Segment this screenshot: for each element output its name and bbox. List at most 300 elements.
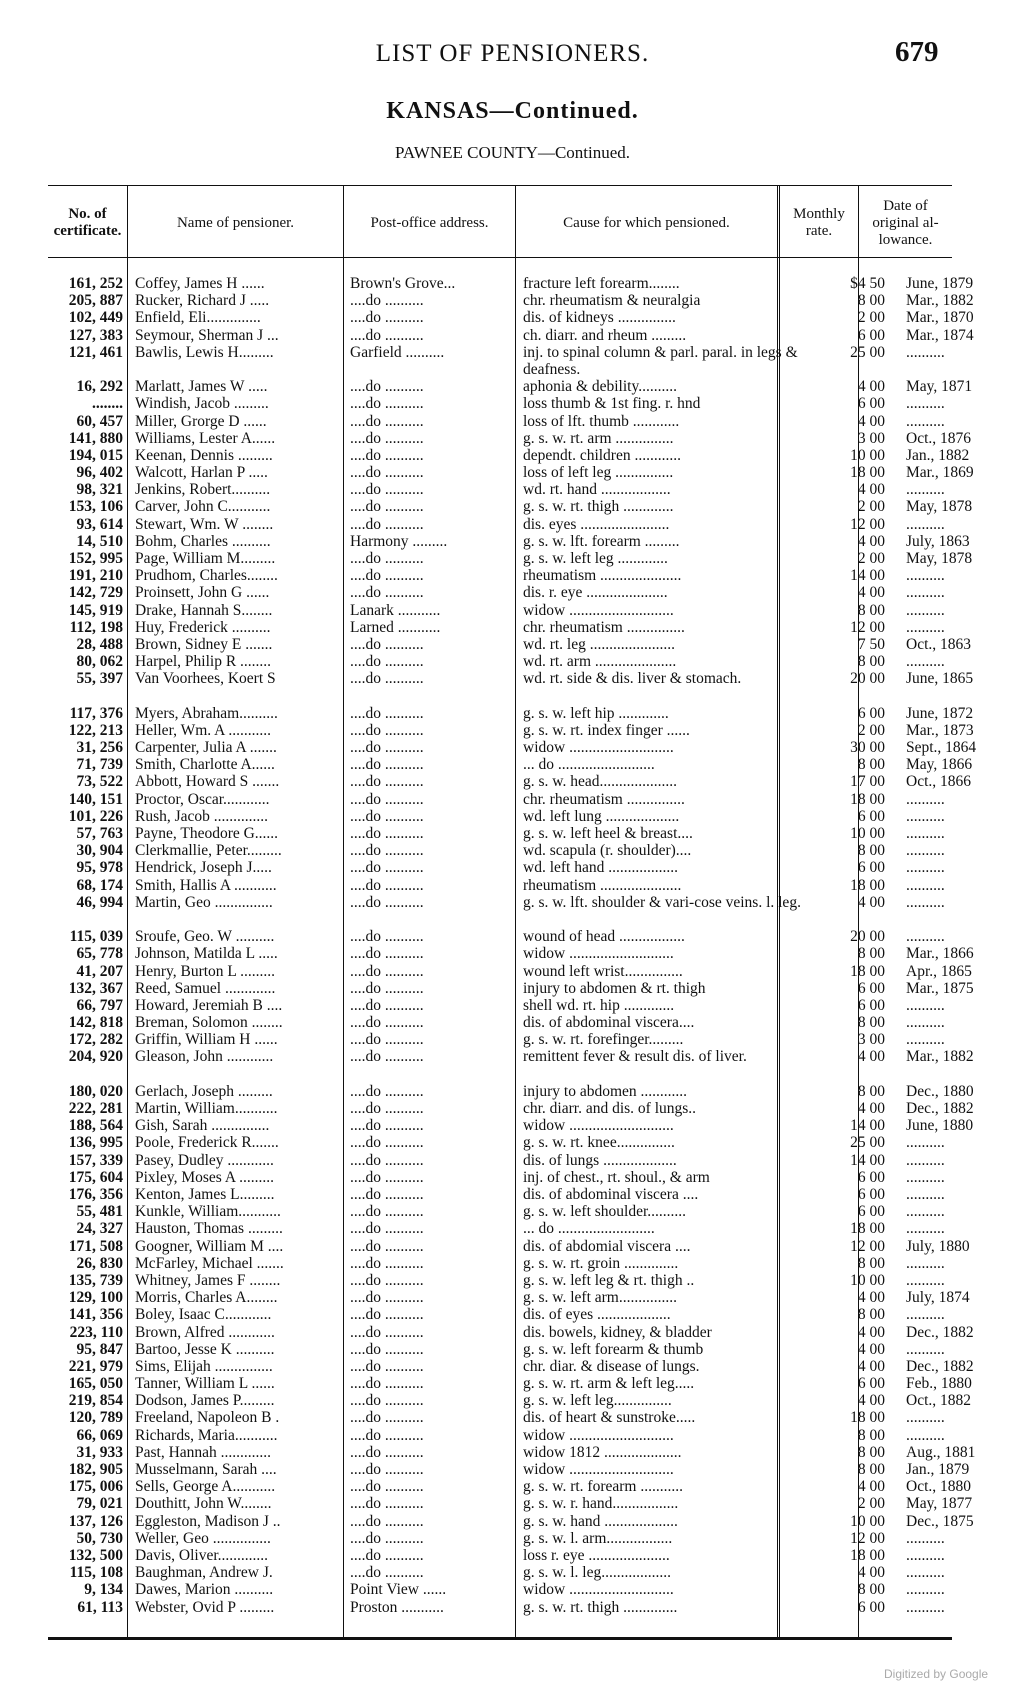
date-cell: Mar., 1882 [906, 1048, 974, 1066]
cert-cell: 73, 522 [76, 773, 123, 791]
date-cell: .......... [906, 1564, 945, 1582]
cause-cell: wound left wrist............... [523, 962, 683, 980]
post-office-cell: ....do .......... [350, 412, 424, 430]
table-row [48, 859, 952, 876]
cert-cell: 120, 789 [68, 1409, 123, 1427]
name-cell: Dodson, James P......... [135, 1392, 275, 1410]
cert-cell: 30, 904 [76, 842, 123, 860]
cause-cell: g. s. w. lft. shoulder & vari-cose veins. l. leg. [523, 893, 801, 911]
rate-cell: 4 00 [857, 378, 885, 396]
post-office-cell: ....do .......... [350, 395, 424, 413]
date-cell: Aug., 1881 [906, 1443, 976, 1461]
table-row [48, 1048, 974, 1082]
column-header-date: Date of original allowance. [872, 197, 939, 248]
table-row [48, 1289, 970, 1307]
table-row [48, 464, 974, 482]
post-office-cell: ....do .......... [350, 292, 424, 310]
name-cell: Clerkmallie, Peter......... [135, 842, 282, 860]
cert-cell: 115, 108 [69, 1564, 123, 1582]
cause-cell: g. s. w. left forearm & thumb [523, 1340, 704, 1358]
cert-cell: 121, 461 [68, 343, 123, 361]
cert-cell: 171, 508 [68, 1237, 123, 1255]
cert-cell: 141, 356 [68, 1306, 123, 1324]
rate-cell: 8 00 [857, 1426, 885, 1444]
table-row [48, 1306, 952, 1323]
cert-cell: 9, 134 [84, 1581, 123, 1599]
cause-cell: chr. diarr. and dis. of lungs.. [523, 1100, 697, 1118]
cause-cell: wd. rt. hand .................. [523, 481, 671, 499]
post-office-cell: ....do .......... [350, 1031, 424, 1049]
name-cell: Baughman, Andrew J. [135, 1564, 273, 1582]
date-cell: May, 1871 [906, 378, 973, 396]
table-row [48, 1495, 973, 1513]
cert-cell: 152, 995 [68, 550, 123, 568]
post-office-cell: ....do .......... [350, 790, 424, 808]
cause-cell: widow ........................... [523, 1426, 674, 1444]
table-row [48, 635, 972, 653]
rate-cell: 3 00 [857, 1031, 885, 1049]
table-row [48, 825, 952, 842]
post-office-cell: ....do .......... [350, 1512, 424, 1530]
rate-cell: 6 00 [857, 704, 885, 722]
cause-cell: shell wd. rt. hip ............. [523, 996, 675, 1014]
rate-cell: $4 50 [850, 275, 885, 292]
date-cell: Dec., 1880 [906, 1082, 974, 1100]
rate-cell: 10 00 [850, 825, 885, 843]
table-rule-header [48, 257, 952, 258]
date-cell: Sept., 1864 [906, 739, 977, 757]
date-cell: Oct., 1876 [906, 429, 972, 447]
name-cell: Henry, Burton L ......... [135, 962, 276, 980]
table-row [48, 1512, 974, 1530]
rate-cell: 17 00 [850, 773, 885, 791]
name-cell: Van Voorhees, Koert S [135, 670, 276, 688]
cause-cell: ch. diarr. and rheum ......... [523, 326, 687, 344]
date-cell: Oct., 1882 [906, 1392, 972, 1410]
rate-cell: 12 00 [850, 1237, 885, 1255]
date-cell: .......... [906, 1340, 945, 1358]
date-cell: .......... [906, 567, 945, 585]
table-row [48, 739, 977, 757]
cause-cell: wd. scapula (r. shoulder).... [523, 842, 692, 860]
table-row [48, 1341, 952, 1358]
date-cell: .......... [906, 584, 945, 602]
name-cell: Carpenter, Julia A ....... [135, 739, 277, 757]
date-cell: .......... [906, 807, 945, 825]
post-office-cell: Harmony ......... [350, 532, 448, 550]
column-header-name: Name of pensioner. [176, 214, 295, 231]
post-office-cell: ....do .......... [350, 446, 424, 464]
table-row [48, 979, 974, 997]
rate-cell: 20 00 [850, 928, 885, 946]
cause-cell: dis. of abdominal viscera.... [523, 1014, 695, 1032]
cause-cell: widow ........................... [523, 1581, 674, 1599]
table-row [48, 292, 974, 310]
rate-cell: 2 00 [857, 498, 885, 516]
rate-cell: 14 00 [850, 1117, 885, 1135]
cert-cell: 96, 402 [76, 464, 123, 482]
rate-cell: 8 00 [857, 292, 885, 310]
rate-cell: 8 00 [857, 945, 885, 963]
table-row [48, 1323, 974, 1341]
cert-cell: 68, 174 [76, 876, 123, 894]
name-cell: Gleason, John ............ [135, 1048, 274, 1066]
table-row [48, 619, 952, 636]
cause-cell: dis. of eyes ................... [523, 1306, 671, 1324]
name-cell: Pasey, Dudley ............ [135, 1151, 274, 1169]
post-office-cell: ....do .......... [350, 859, 424, 877]
rate-cell: 4 00 [857, 1048, 885, 1066]
date-cell: Feb., 1880 [906, 1375, 972, 1393]
cause-cell: dis. of abdominal viscera .... [523, 1186, 699, 1203]
rate-cell: 30 00 [850, 739, 885, 757]
date-cell: June, 1872 [906, 704, 974, 722]
post-office-cell: ....do .......... [350, 704, 424, 722]
cause-cell: g. s. w. left leg & rt. thigh .. [523, 1271, 695, 1289]
cert-cell: 137, 126 [68, 1512, 123, 1530]
post-office-cell: ....do .......... [350, 1340, 424, 1358]
rate-cell: 8 00 [857, 1443, 885, 1461]
table-row [48, 1461, 970, 1478]
cause-cell: dis. eyes ....................... [523, 515, 670, 533]
cert-cell: 80, 062 [76, 653, 123, 671]
name-cell: Kenton, James L......... [135, 1186, 275, 1203]
cert-cell: 140, 151 [68, 790, 123, 808]
rate-cell: 4 00 [857, 1357, 885, 1375]
cert-cell: 194, 015 [68, 446, 123, 464]
name-cell: Griffin, William H ...... [135, 1031, 278, 1049]
table-row [48, 602, 952, 619]
post-office-cell: ....do .......... [350, 1014, 424, 1032]
date-cell: June, 1879 [906, 275, 974, 292]
rate-cell: 6 00 [857, 979, 885, 997]
cause-cell: g. s. w. rt. forearm ........... [523, 1478, 683, 1496]
rate-cell: 8 00 [857, 1014, 885, 1032]
table-row [48, 1082, 974, 1100]
date-cell: Dec., 1882 [906, 1323, 974, 1341]
rate-cell: 4 00 [857, 1564, 885, 1582]
date-cell: .......... [906, 842, 945, 860]
name-cell: Davis, Oliver............. [135, 1546, 269, 1564]
post-office-cell: ....do .......... [350, 498, 424, 516]
rate-cell: 10 00 [850, 1512, 885, 1530]
name-cell: Marlatt, James W ..... [135, 378, 268, 396]
table-row [48, 721, 974, 739]
cause-cell: loss thumb & 1st fing. r. hnd [523, 395, 701, 413]
table-row [48, 1100, 974, 1118]
name-cell: Keenan, Dennis ......... [135, 446, 273, 464]
rate-cell: 6 00 [857, 1203, 885, 1221]
cert-cell: 122, 213 [68, 721, 123, 739]
post-office-cell: ....do .......... [350, 1529, 424, 1547]
state-title: KANSAS—Continued. [386, 98, 639, 124]
cause-cell: dis. bowels, kidney, & bladder [523, 1323, 712, 1341]
name-cell: Musselmann, Sarah .... [135, 1461, 277, 1478]
cert-cell: 93, 614 [76, 515, 123, 533]
rate-cell: 6 00 [857, 1375, 885, 1393]
table-row [48, 344, 952, 378]
date-cell: Jan., 1882 [906, 446, 970, 464]
column-header-cert: No. of certificate. [53, 206, 122, 239]
post-office-cell: ....do .......... [350, 996, 424, 1014]
rate-cell: 4 00 [857, 1340, 885, 1358]
date-cell: Mar., 1870 [906, 309, 974, 327]
cert-cell: 60, 457 [76, 412, 123, 430]
date-cell: .......... [906, 1271, 945, 1289]
cert-cell: 61, 113 [77, 1598, 123, 1616]
post-office-cell: ....do .......... [350, 550, 424, 568]
date-cell: May, 1866 [906, 756, 973, 774]
cert-cell: 222, 281 [68, 1100, 123, 1118]
cause-cell: chr. rheumatism ............... [523, 790, 685, 808]
table-row [48, 1581, 952, 1598]
cert-cell: 191, 210 [68, 567, 123, 585]
name-cell: Smith, Hallis A ........... [135, 876, 277, 894]
table-row [48, 1014, 952, 1031]
cert-cell: 161, 252 [68, 275, 123, 292]
rate-cell: 18 00 [850, 464, 885, 482]
name-cell: Harpel, Philip R ........ [135, 653, 272, 671]
cause-cell: g. s. w. rt. arm & left leg..... [523, 1375, 695, 1393]
post-office-cell: ....do .......... [350, 1271, 424, 1289]
cause-cell: g. s. w. rt. knee............... [523, 1134, 675, 1152]
rate-cell: 18 00 [850, 1546, 885, 1564]
cert-cell: 205, 887 [68, 292, 123, 310]
cert-cell: 50, 730 [76, 1529, 123, 1547]
table-row [48, 1255, 952, 1272]
table-row [48, 1478, 972, 1496]
name-cell: Pixley, Moses A ......... [135, 1168, 274, 1186]
date-cell: Jan., 1879 [906, 1461, 970, 1478]
date-cell: .......... [906, 1014, 945, 1032]
rate-cell: 12 00 [850, 515, 885, 533]
cert-cell: 176, 356 [68, 1186, 123, 1203]
cause-cell: g. s. w. left leg............... [523, 1392, 672, 1410]
name-cell: Windish, Jacob ......... [135, 395, 269, 413]
name-cell: Rush, Jacob .............. [135, 807, 269, 825]
name-cell: Dawes, Marion .......... [135, 1581, 274, 1599]
rate-cell: 4 00 [857, 1289, 885, 1307]
date-cell: .......... [906, 1306, 945, 1324]
table-row [48, 1220, 952, 1237]
name-cell: Seymour, Sherman J ... [135, 326, 279, 344]
table-row [48, 962, 972, 980]
name-cell: Hendrick, Joseph J..... [135, 859, 272, 877]
post-office-cell: ....do .......... [350, 1461, 424, 1478]
date-cell: May, 1877 [906, 1495, 973, 1513]
post-office-cell: Brown's Grove... [350, 275, 456, 292]
cause-cell: wd. rt. arm ..................... [523, 653, 677, 671]
cause-cell: g. s. w. rt. index finger ...... [523, 721, 690, 739]
post-office-cell: ....do .......... [350, 1323, 424, 1341]
rate-cell: 2 00 [857, 721, 885, 739]
table-row [48, 567, 952, 584]
cert-cell: 95, 847 [76, 1340, 123, 1358]
cause-cell: g. s. w. rt. thigh ............. [523, 498, 674, 516]
name-cell: Sells, George A........... [135, 1478, 276, 1496]
table-row [48, 550, 973, 568]
date-cell: July, 1863 [906, 532, 970, 550]
cert-cell: 79, 021 [76, 1495, 123, 1513]
rate-cell: 6 00 [857, 996, 885, 1014]
name-cell: Freeland, Napoleon B . [135, 1409, 280, 1427]
date-cell: Mar., 1875 [906, 979, 974, 997]
cause-cell: loss of left leg ............... [523, 464, 674, 482]
date-cell: .......... [906, 859, 945, 877]
cause-cell: rheumatism ..................... [523, 876, 682, 894]
table-row [48, 429, 972, 447]
cert-cell: 135, 739 [68, 1271, 123, 1289]
cert-cell: 204, 920 [68, 1048, 123, 1066]
digitized-footer: Digitized by Google [884, 1667, 989, 1681]
table-row [48, 653, 952, 670]
post-office-cell: ....do .......... [350, 1237, 424, 1255]
rate-cell: 18 00 [850, 1409, 885, 1427]
name-cell: Stewart, Wm. W ........ [135, 515, 274, 533]
table-row [48, 1530, 952, 1547]
name-cell: Gerlach, Joseph ......... [135, 1082, 273, 1100]
name-cell: Bohm, Charles .......... [135, 532, 271, 550]
cause-cell: g. s. w. hand ................... [523, 1512, 678, 1530]
post-office-cell: ....do .......... [350, 1426, 424, 1444]
cert-cell: 136, 995 [68, 1134, 123, 1152]
cert-cell: 142, 818 [68, 1014, 123, 1032]
cause-cell: dis. of lungs ................... [523, 1151, 677, 1169]
page-header-title: LIST OF PENSIONERS. [375, 40, 650, 67]
cert-cell: 57, 763 [76, 825, 123, 843]
cause-cell: g. s. w. rt. arm ............... [523, 429, 674, 447]
post-office-cell: ....do .......... [350, 515, 424, 533]
post-office-cell: Point View ...... [350, 1581, 447, 1599]
date-cell: .......... [906, 996, 945, 1014]
cert-cell: 221, 979 [68, 1357, 123, 1375]
date-cell: .......... [906, 1151, 945, 1169]
cert-cell: 165, 050 [68, 1375, 123, 1393]
rate-cell: 10 00 [850, 446, 885, 464]
date-cell: .......... [906, 395, 945, 413]
cause-cell: widow 1812 .................... [523, 1443, 682, 1461]
name-cell: Jenkins, Robert.......... [135, 481, 271, 499]
name-cell: Walcott, Harlan P ..... [135, 464, 268, 482]
cause-cell: g. s. w. left hip ............. [523, 704, 669, 722]
cert-cell: 98, 321 [76, 481, 123, 499]
date-cell: .......... [906, 653, 945, 671]
cause-cell: widow ........................... [523, 739, 674, 757]
rate-cell: 8 00 [857, 1254, 885, 1272]
rate-cell: 8 00 [857, 1461, 885, 1478]
cause-cell: loss of lft. thumb ............ [523, 412, 680, 430]
cause-cell: dependt. children ............ [523, 446, 681, 464]
table-row [48, 1272, 952, 1289]
rate-cell: 12 00 [850, 618, 885, 636]
date-cell: July, 1880 [906, 1237, 970, 1255]
date-cell: .......... [906, 876, 945, 894]
post-office-cell: ....do .......... [350, 1495, 424, 1513]
name-cell: Richards, Maria........... [135, 1426, 278, 1444]
rate-cell: 14 00 [850, 567, 885, 585]
cert-cell: 101, 226 [68, 807, 123, 825]
cert-cell: 95, 978 [76, 859, 123, 877]
rate-cell: 25 00 [850, 343, 885, 361]
date-cell: .......... [906, 1254, 945, 1272]
name-cell: Brown, Alfred ............ [135, 1323, 275, 1341]
table-row [48, 584, 952, 601]
date-cell: Mar., 1882 [906, 292, 974, 310]
date-cell: .......... [906, 1186, 945, 1203]
post-office-cell: ....do .......... [350, 1409, 424, 1427]
name-cell: Gish, Sarah ............... [135, 1117, 270, 1135]
date-cell: .......... [906, 1581, 945, 1599]
post-office-cell: ....do .......... [350, 756, 424, 774]
cause-cell: ... do ......................... [523, 756, 655, 774]
page-number: 679 [895, 36, 939, 68]
post-office-cell: ....do .......... [350, 1375, 424, 1393]
cert-cell: 31, 256 [76, 739, 123, 757]
cert-cell: 24, 327 [76, 1220, 123, 1238]
post-office-cell: ....do .......... [350, 1151, 424, 1169]
name-cell: Hauston, Thomas ......... [135, 1220, 283, 1238]
date-cell: Mar., 1869 [906, 464, 974, 482]
name-cell: Rucker, Richard J ..... [135, 292, 270, 310]
rate-cell: 6 00 [857, 326, 885, 344]
cert-cell: 102, 449 [68, 309, 123, 327]
post-office-cell: ....do .......... [350, 464, 424, 482]
post-office-cell: ....do .......... [350, 945, 424, 963]
post-office-cell: ....do .......... [350, 653, 424, 671]
rate-cell: 6 00 [857, 1168, 885, 1186]
date-cell: Apr., 1865 [906, 962, 972, 980]
date-cell: .......... [906, 928, 945, 946]
post-office-cell: ....do .......... [350, 309, 424, 327]
cert-cell: 117, 376 [69, 704, 123, 722]
cert-cell: 182, 905 [68, 1461, 123, 1478]
date-cell: .......... [906, 601, 945, 619]
cause-cell: wd. rt. leg ...................... [523, 635, 675, 653]
post-office-cell: ....do .......... [350, 979, 424, 997]
post-office-cell: ....do .......... [350, 739, 424, 757]
rate-cell: 8 00 [857, 1082, 885, 1100]
cert-cell: 127, 383 [68, 326, 123, 344]
cause-cell: g. s. w. r. hand................. [523, 1495, 679, 1513]
cause-cell: g. s. w. l. leg.................. [523, 1564, 671, 1582]
table-row [48, 1186, 952, 1203]
pensioner-table-body [48, 275, 977, 1616]
post-office-cell: ....do .......... [350, 1168, 424, 1186]
rate-cell: 4 00 [857, 893, 885, 911]
post-office-cell: ....do .......... [350, 1100, 424, 1118]
table-row [48, 395, 952, 412]
rate-cell: 8 00 [857, 601, 885, 619]
cause-cell: dis. of heart & sunstroke..... [523, 1409, 696, 1427]
cert-cell: 26, 830 [76, 1254, 123, 1272]
column-header-cause: Cause for which pensioned. [563, 214, 730, 231]
post-office-cell: Larned ........... [350, 618, 441, 636]
table-row [48, 309, 974, 327]
cause-cell: g. s. w. head.................... [523, 773, 677, 791]
rate-cell: 6 00 [857, 859, 885, 877]
post-office-cell: ....do .......... [350, 670, 424, 688]
table-row [48, 1547, 952, 1564]
rate-cell: 6 00 [857, 1598, 885, 1616]
post-office-cell: ....do .......... [350, 1203, 424, 1221]
cause-cell: g. s. w. left shoulder.......... [523, 1203, 687, 1221]
cause-cell: g. s. w. rt. forefinger......... [523, 1031, 684, 1049]
name-cell: Enfield, Eli.............. [135, 309, 261, 327]
table-row [48, 1237, 970, 1255]
table-row [48, 1203, 952, 1220]
table-row [48, 1169, 952, 1186]
post-office-cell: ....do .......... [350, 1443, 424, 1461]
